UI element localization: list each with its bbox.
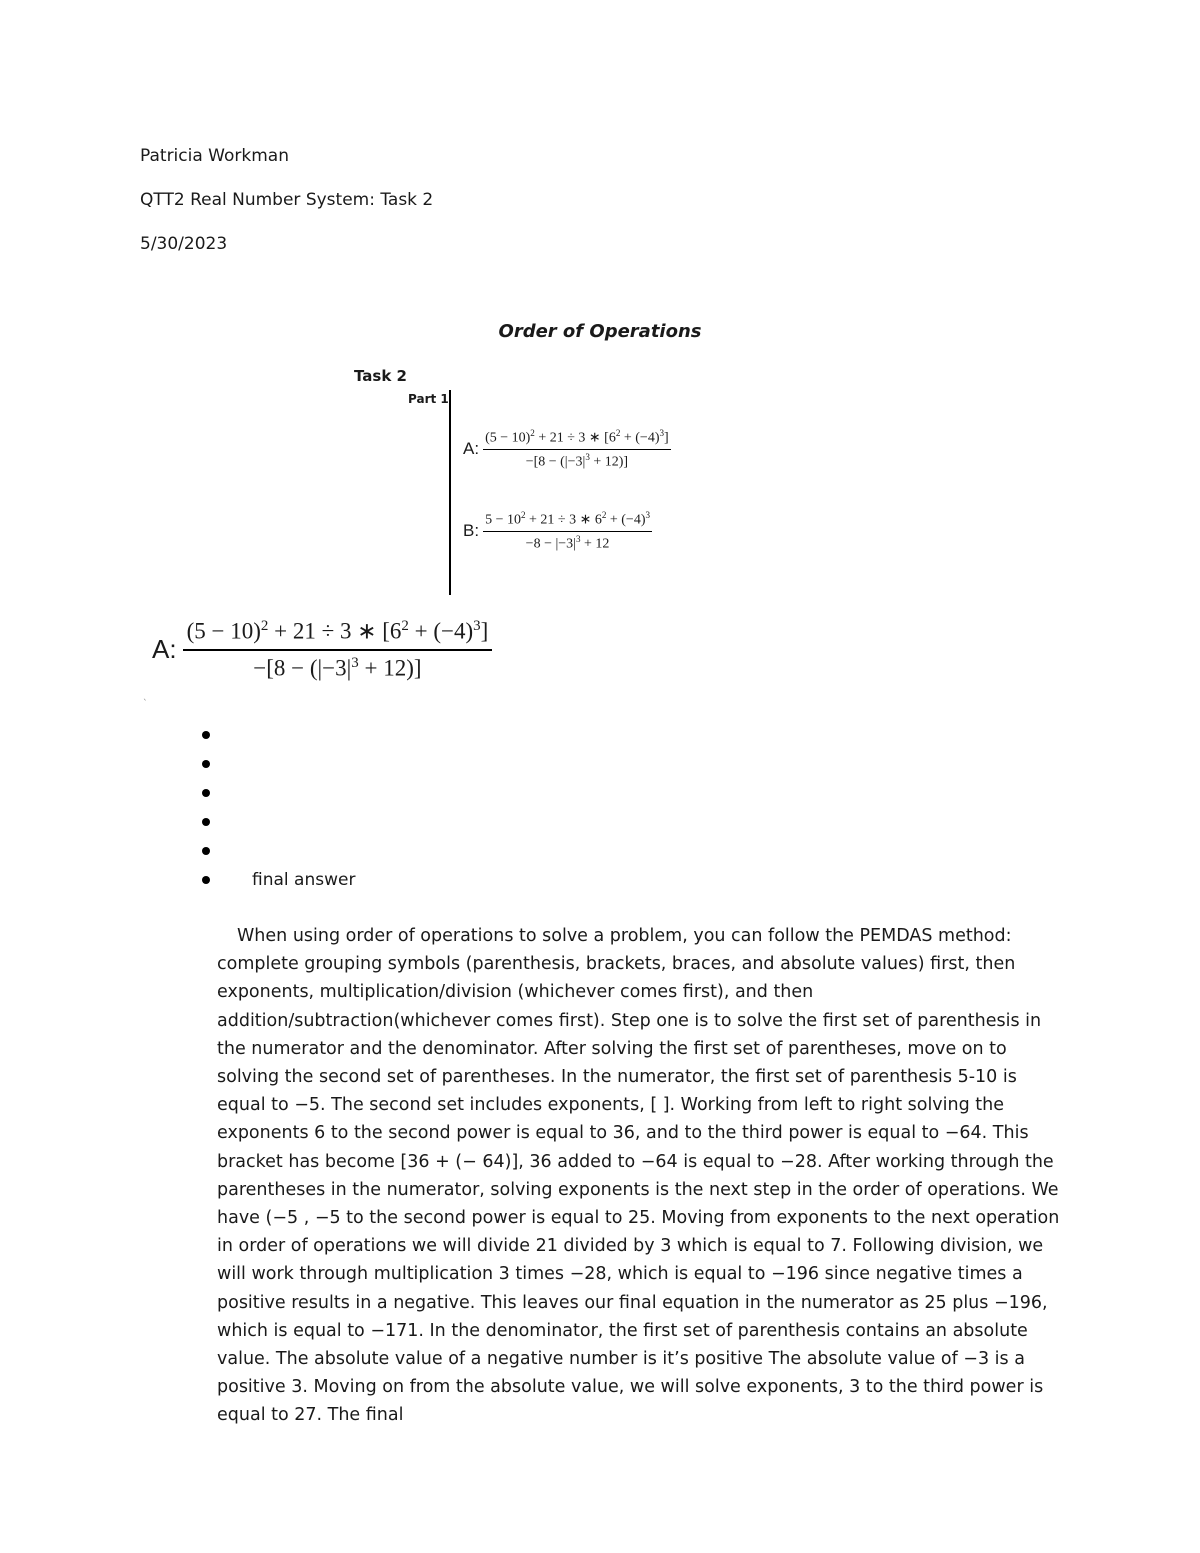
final-answer-label: final answer [252, 869, 356, 890]
bullet-icon [202, 818, 210, 826]
explanation-paragraph: When using order of operations to solve a problem, you can follow the PEMDAS method: complete grouping symbols (parenthesis, brackets, braces, and absolute values) first, then exponents, multiplication/division (whichever comes first), and then addition/subtraction(whichever comes first). Step one is to solve the first set of parenthesis in the numerator and the denominator. After solving the first set of parentheses, move on to solving the second set of parentheses. In the numerator, the first set of parenthesis 5-10 is equal to −5. The second set includes exponents, [ ]. Working from left to right solving the exponents 6 to the second power is equal to 36, and to the third power is equal to −64. This bracket has become [36 + (− 64)], 36 added to −64 is equal to −28. After working through the parentheses in the numerator, solving exponents is the next step in the order of operations. We have (−5 , −5 to the second power is equal to 25. Moving from exponents to the next operation in order of operations we will divide 21 divided by 3 which is equal to 7. Following division, we will work through multiplication 3 times −28, which is equal to −196 since negative times a positive results in a negative. This leaves our final equation in the numerator as 25 plus −196, which is equal to −171. In the denominator, the first set of parenthesis contains an absolute value. The absolute value of a negative number is it’s positive The absolute value of −3 is a positive 3. Moving on from the absolute value, we will solve exponents, 3 to the third power is equal to 27. The final [217, 926, 1060, 1426]
list-item-final-answer [200, 865, 355, 894]
list-item [200, 836, 355, 865]
task-label: Task 2 [354, 367, 407, 385]
bullet-icon [202, 847, 210, 855]
bullet-icon [202, 789, 210, 797]
stray-mark: ` [143, 699, 148, 709]
problem-a-large-fraction [183, 618, 493, 681]
list-item [200, 778, 355, 807]
list-item [200, 720, 355, 749]
author-name: Patricia Workman [140, 146, 289, 166]
problem-a-label: A: [463, 439, 480, 459]
list-item [200, 807, 355, 836]
problem-b-label: B: [463, 521, 480, 541]
part-label: Part 1 [408, 392, 449, 406]
problem-a-numerator: $(5 - 10)^2 + 21 \div 3$ ∗ $[6^2 + (-4)^3]$ [483, 428, 671, 450]
problem-a-small [463, 428, 671, 470]
course-title: QTT2 Real Number System: Task 2 [140, 190, 434, 210]
vertical-divider [449, 390, 451, 595]
bullet-icon [202, 760, 210, 768]
problem-b-small [463, 510, 652, 552]
problem-b-fraction [483, 510, 652, 552]
problem-b-numerator: $5 - 10^2 + 21 \div 3$ ∗ $6^2 + (-4)^3$ [483, 510, 652, 532]
problem-a-large [152, 618, 492, 681]
problem-a-large-numerator: $(5 - 10)^2 + 21 \div 3$ ∗ $[6^2 + (-4)^3]$ [183, 618, 493, 651]
bullet-icon [202, 731, 210, 739]
problem-a-fraction [483, 428, 671, 470]
bullet-icon [202, 876, 210, 884]
problem-b-denominator: $-8 - |-3|^3 + 12$ [525, 533, 610, 552]
problem-a-large-denominator: $-[8 - (|-3|^3 + 12)]$ [253, 654, 422, 681]
problem-a-large-label: A: [152, 634, 177, 665]
steps-list [200, 720, 355, 894]
document-title: Order of Operations [498, 321, 702, 342]
document-date: 5/30/2023 [140, 234, 228, 254]
list-item [200, 749, 355, 778]
problem-a-denominator: $-[8 - (|-3|^3 + 12)]$ [525, 451, 629, 470]
